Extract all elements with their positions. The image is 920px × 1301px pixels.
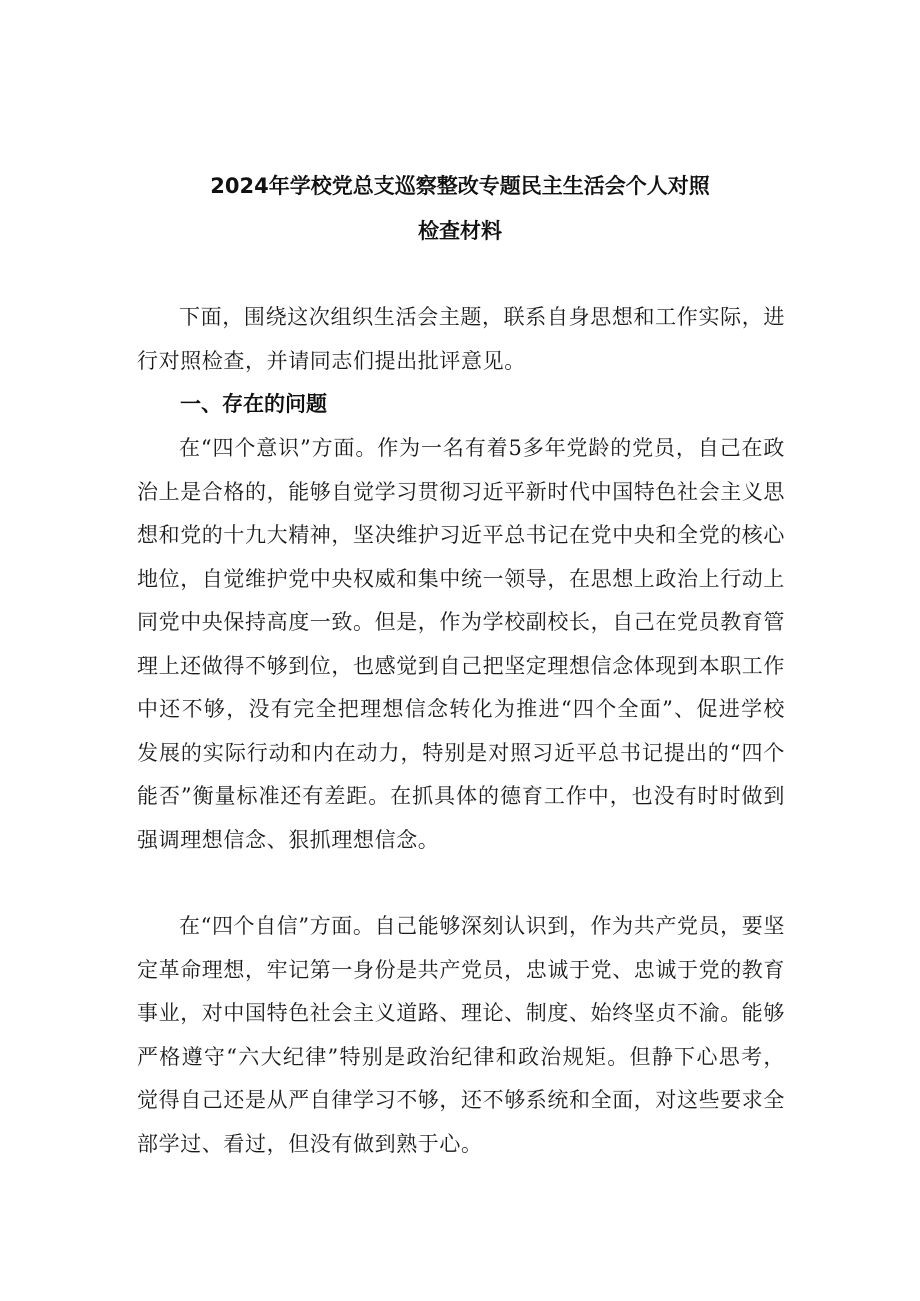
section-heading: 一、存在的问题 xyxy=(180,392,327,416)
intro-paragraph: 下面，围绕这次组织生活会主题，联系自身思想和工作实际，进行对照检查，并请同志们提出批评意见。 xyxy=(137,305,785,373)
paragraph-four-confidences: 在“四个自信”方面。自己能够深刻认识到，作为共产党员，要坚定革命理想，牢记第一身份是共产党员，忠诚于党、忠诚于党的教育事业，对中国特色社会主义道路、理论、制度、始终坚贞不渝。能够严格遵守“六大纪律”特别是政治纪律和政治规矩。但静下心思考，觉得自己还是从严自律学习不够，还不够系统和全面，对这些要求全部学过、看过，但没有做到熟于心。 xyxy=(137,914,785,1156)
paragraph-four-consciousness: 在“四个意识”方面。作为一名有着5多年党龄的党员，自己在政治上是合格的，能够自觉学习贯彻习近平新时代中国特色社会主义思想和党的十九大精神，坚决维护习近平总书记在党中央和全党的核心地位，自觉维护党中央权威和集中统一领导，在思想上政治上行动上同党中央保持高度一致。但是，作为学校副校长，自己在党员教育管理上还做得不够到位，也感觉到自己把坚定理想信念体现到本职工作中还不够，没有完全把理想信念转化为推进“四个全面”、促进学校发展的实际行动和内在动力，特别是对照习近平总书记提出的“四个能否”衡量标准还有差距。在抓具体的德育工作中，也没有时时做到强调理想信念、狠抓理想信念。 xyxy=(137,436,785,852)
document-title-line-1: 2024年学校党总支巡察整改专题民主生活会个人对照 xyxy=(210,174,710,198)
document-title-line-2: 检查材料 xyxy=(418,219,502,243)
